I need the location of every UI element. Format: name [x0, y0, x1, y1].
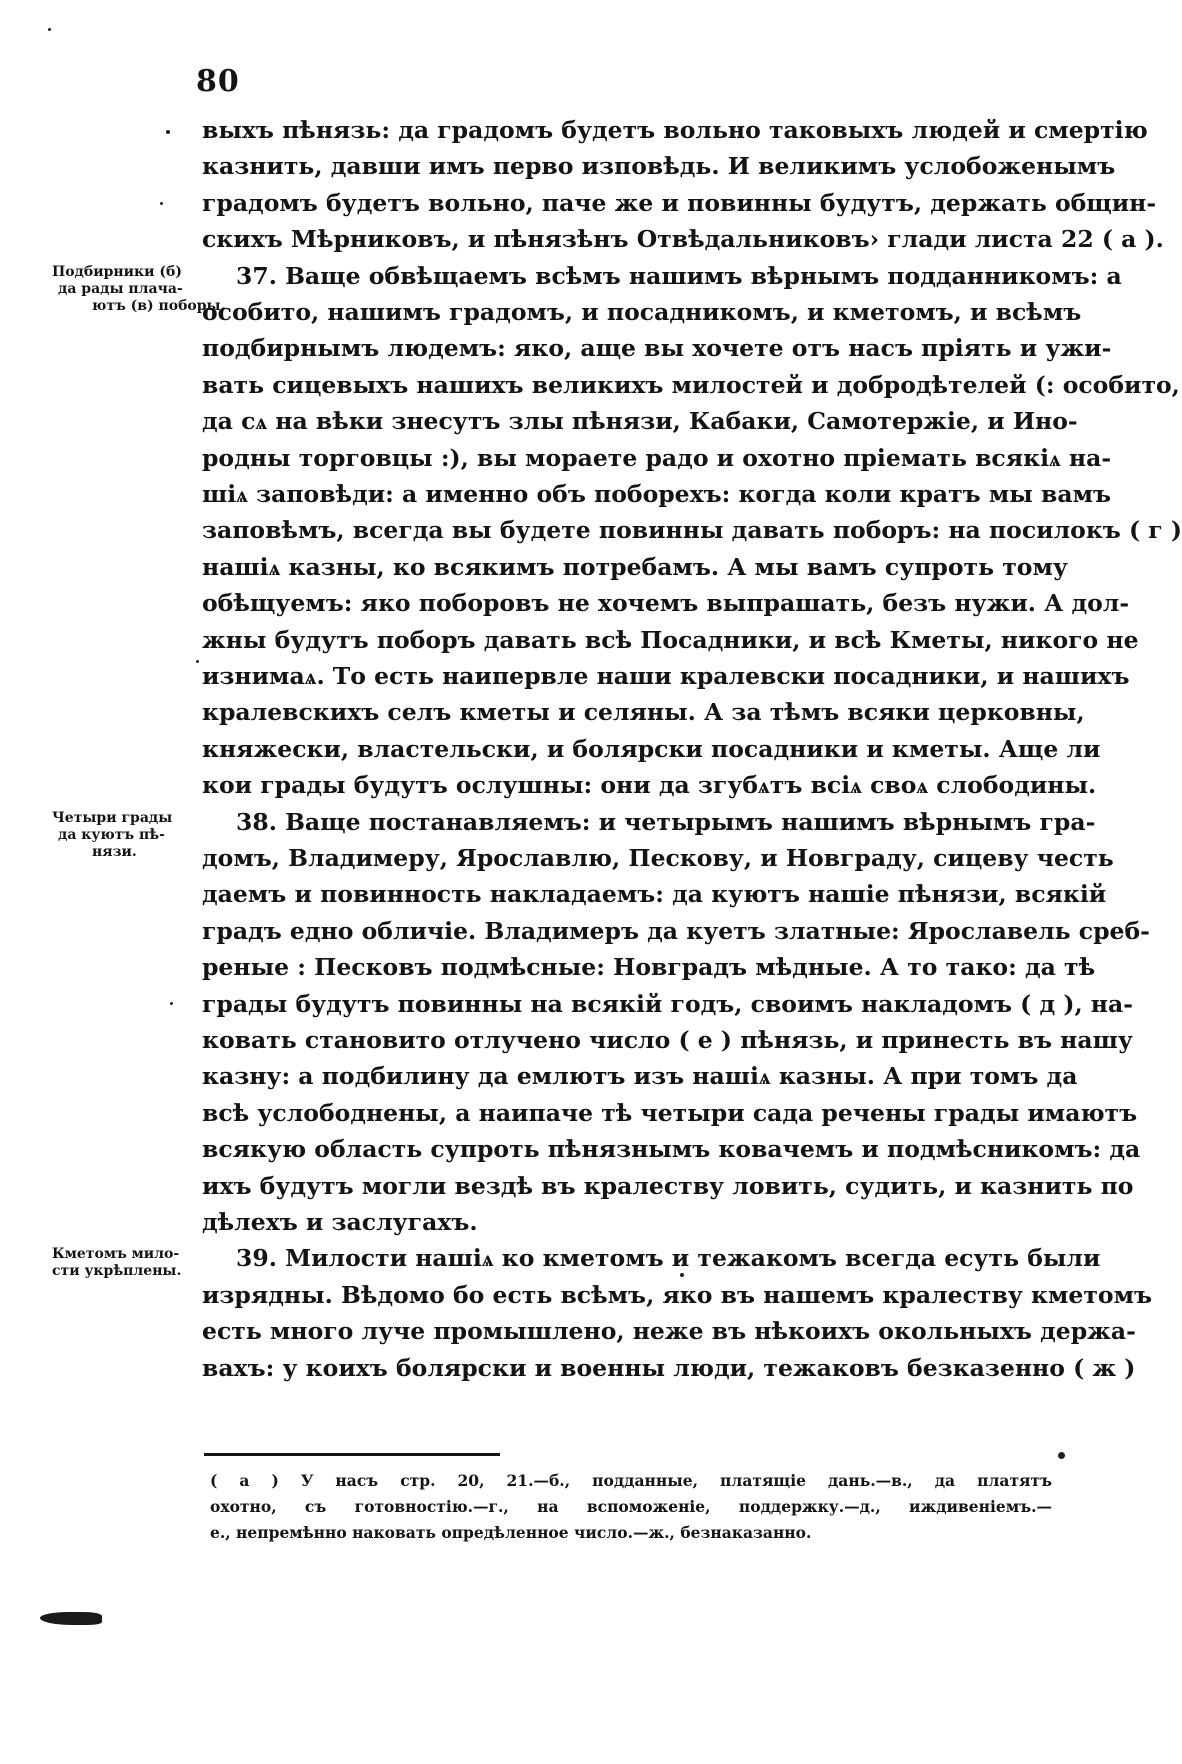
ink-speck — [170, 1002, 173, 1005]
ink-speck — [166, 130, 170, 134]
margin-note-line: Кметомъ мило- — [52, 1246, 180, 1263]
body-line: особито, нашимъ градомъ, и посадникомъ, и кметомъ, и всѣмъ — [202, 298, 1082, 326]
body-line: казну: а подбилину да емлютъ изъ нашіѧ казны. А при томъ да — [202, 1062, 1078, 1091]
ink-speck — [48, 28, 51, 31]
ink-smudge — [40, 1612, 102, 1625]
footnote-line: е., непремѣнно наковать опредѣленное число.—ж., безнаказанно. — [210, 1523, 812, 1542]
body-line: княжески, властельски, и болярски посадники и кметы. Аще ли — [202, 734, 1101, 763]
body-line: обѣщуемъ: яко поборовъ не хочемъ выпрашать, безъ нужи. А дол- — [202, 589, 1130, 618]
body-line: родны торговцы :), вы мораете радо и охотно пріемать всякіѧ на- — [202, 443, 1112, 472]
body-line: 38. Ваще постанавляемъ: и четырымъ нашимъ вѣрнымъ гра- — [236, 807, 1096, 836]
body-line: 37. Ваще обвѣщаемъ всѣмъ нашимъ вѣрнымъ подданникомъ: а — [236, 261, 1122, 290]
footnote-line: охотно, съ готовностію.—г., на вспоможеніе, поддержку.—д., иждивеніемъ.— — [210, 1497, 1052, 1516]
body-line: домъ, Владимеру, Ярославлю, Пескову, и Новграду, сицеву честь — [202, 844, 1114, 872]
margin-note-line: да рады плача- — [58, 280, 183, 297]
body-line: скихъ Мѣрниковъ, и пѣнязѣнъ Отвѣдальниковъ› глади листа 22 ( а ). — [202, 225, 1164, 254]
body-line: жны будутъ поборъ давать всѣ Посадники, и всѣ Кметы, никого не — [202, 625, 1139, 654]
body-line: реные : Песковъ подмѣсные: Новградъ мѣдные. А то тако: да тѣ — [202, 953, 1096, 982]
body-line: дѣлехъ и заслугахъ. — [202, 1208, 478, 1236]
body-line: грады будутъ повинны на всякій годъ, своимъ накладомъ ( д ), на- — [202, 989, 1133, 1018]
body-line: кралевскихъ селъ кметы и селяны. А за тѣмъ всяки церковны, — [202, 698, 1085, 727]
footnote-rule — [204, 1453, 500, 1456]
ink-speck — [196, 660, 199, 663]
body-line: кои грады будутъ ослушны: они да згубѧтъ всіѧ своѧ слободины. — [202, 771, 1097, 800]
body-line: заповѣмъ, всегда вы будете повинны давать поборъ: на посилокъ ( г ) — [202, 516, 1182, 545]
ink-speck — [680, 1273, 684, 1277]
margin-note-line: Четыри грады — [52, 809, 173, 826]
body-line: есть много луче промышлено, неже въ нѣкоихъ окольныхъ держа- — [202, 1317, 1136, 1346]
body-line: вахъ: у коихъ болярски и военны люди, тежаковъ безказенно ( ж ) — [202, 1353, 1136, 1382]
body-line: даемъ и повинность накладаемъ: да куютъ нашіе пѣнязи, всякій — [202, 880, 1107, 909]
body-line: 39. Милости нашіѧ ко кметомъ и тежакомъ всегда есуть были — [236, 1244, 1101, 1273]
body-line: да сѧ на вѣки знесутъ злы пѣнязи, Кабаки, Самотержіе, и Ино- — [202, 407, 1078, 436]
body-line: вать сицевыхъ нашихъ великихъ милостей и добродѣтелей (: особито, — [202, 370, 1180, 399]
body-line: подбирнымъ людемъ: яко, аще вы хочете отъ насъ пріять и ужи- — [202, 334, 1112, 363]
margin-note-line: Подбирники (б) — [52, 263, 182, 280]
margin-note-line: ютъ (в) поборы. — [92, 297, 226, 314]
body-line: изрядны. Вѣдомо бо есть всѣмъ, яко въ нашемъ кралеству кметомъ — [202, 1280, 1153, 1309]
body-line: всѣ услободнены, а наипаче тѣ четыри сада речены грады имаютъ — [202, 1098, 1138, 1127]
body-line: градомъ будетъ вольно, паче же и повинны будутъ, держать общин- — [202, 188, 1157, 217]
margin-note-line: нязи. — [92, 843, 137, 860]
ink-speck — [160, 202, 163, 205]
margin-note-line: сти укрѣплены. — [52, 1263, 182, 1280]
footnote-line: ( а ) У насъ стр. 20, 21.—б., подданные, платящіе дань.—в., да платятъ — [210, 1471, 1052, 1490]
body-line: градъ едно обличіе. Владимеръ да куетъ златные: Ярославель среб- — [202, 916, 1150, 945]
body-line: изнимаѧ. То есть наипервле наши кралевски посадники, и нашихъ — [202, 662, 1130, 690]
body-line: ковать становито отлучено число ( е ) пѣнязь, и принесть въ нашу — [202, 1026, 1133, 1054]
body-line: ихъ будутъ могли вездѣ въ кралеству ловить, судить, и казнить по — [202, 1171, 1134, 1200]
body-line: всякую область супроть пѣнязнымъ ковачемъ и подмѣсникомъ: да — [202, 1135, 1141, 1164]
body-line: казнить, давши имъ перво изповѣдь. И великимъ услобоженымъ — [202, 152, 1116, 181]
page-number: 80 — [196, 64, 240, 99]
ink-speck — [1058, 1452, 1065, 1459]
body-line: нашіѧ казны, ко всякимъ потребамъ. А мы вамъ супроть тому — [202, 552, 1068, 581]
body-line: выхъ пѣнязь: да градомъ будетъ вольно таковыхъ людей и смертію — [202, 116, 1148, 144]
body-line: шіѧ заповѣди: а именно объ поборехъ: когда коли кратъ мы вамъ — [202, 480, 1112, 508]
margin-note-line: да куютъ пѣ- — [58, 826, 165, 843]
